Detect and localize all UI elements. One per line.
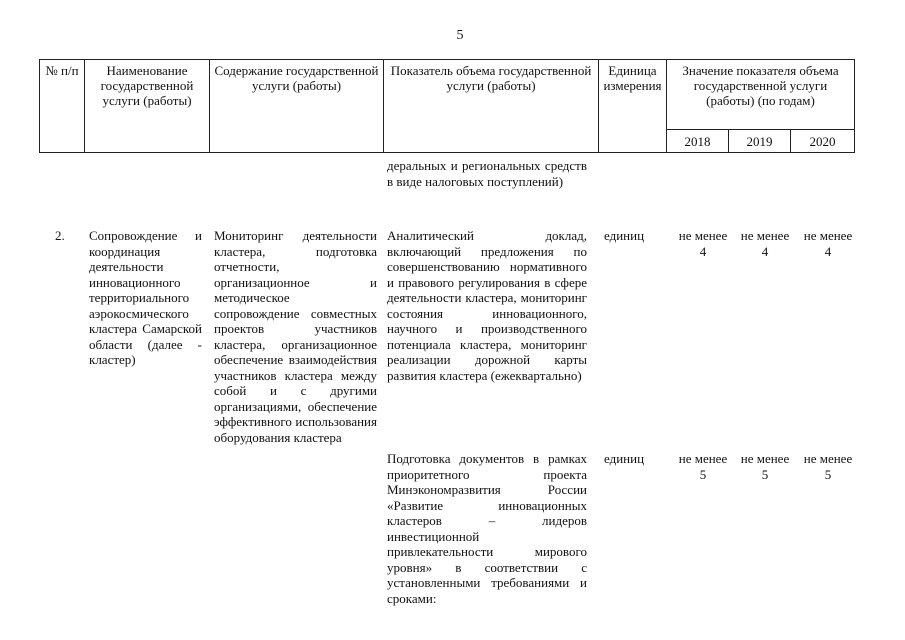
service-content-cell: Мониторинг деятельности кластера, подготовка отчетности, организационное и методическое сопровождение совместных проектов участников кластера, организационное обеспечение взаимодействия участников кластера между собой и с другими организациями, обеспечение эффективного использования оборудования кластера [214,228,377,445]
indicator-2-unit: единиц [604,451,645,466]
page-number: 5 [456,28,464,43]
header-year-2018: 2018 [667,130,729,153]
indicator-1-value-2019: не менее 4 [740,228,790,259]
header-value: Значение показателя объема государственной услуги (работы) (по годам) [667,60,855,130]
header-unit: Единица измерения [599,60,667,153]
indicator-1-text: Аналитический доклад, включающий предложения по совершенствованию нормативного и правового регулирования в сфере деятельности кластера, мониторинг состояния инновационного, научного и производственного потенциала кластера, мониторинг реализации дорожной карты развития кластера (ежеквартально) [387,228,587,383]
indicator-1-value-2018: не менее 4 [678,228,728,259]
row-number: 2. [55,228,65,243]
continuation-text: деральных и региональных средств в виде налоговых поступлений) [387,158,587,189]
header-service-name: Наименование государственной услуги (работы) [85,60,210,153]
header-year-2020: 2020 [791,130,855,153]
service-name-cell: Сопровождение и координация деятельности инновационного территориального аэрокосмического кластера Самарской области (далее - кластер) [89,228,202,367]
indicator-1-unit: единиц [604,228,645,243]
indicator-2-value-2018: не менее 5 [678,451,728,482]
header-number: № п/п [40,60,85,153]
indicator-2-value-2020: не менее 5 [803,451,853,482]
header-year-2019: 2019 [729,130,791,153]
indicator-1-value-2020: не менее 4 [803,228,853,259]
header-indicator: Показатель объема государственной услуги (работы) [384,60,599,153]
indicator-2-value-2019: не менее 5 [740,451,790,482]
indicator-2-text: Подготовка документов в рамках приоритетного проекта Минэкономразвития России «Развитие инновационных кластеров – лидеров инвестиционной привлекательности мирового уровня» в соответствии с установленными требованиями и сроками: [387,451,587,606]
table-header [39,59,855,153]
header-service-content: Содержание государственной услуги (работы) [210,60,384,153]
